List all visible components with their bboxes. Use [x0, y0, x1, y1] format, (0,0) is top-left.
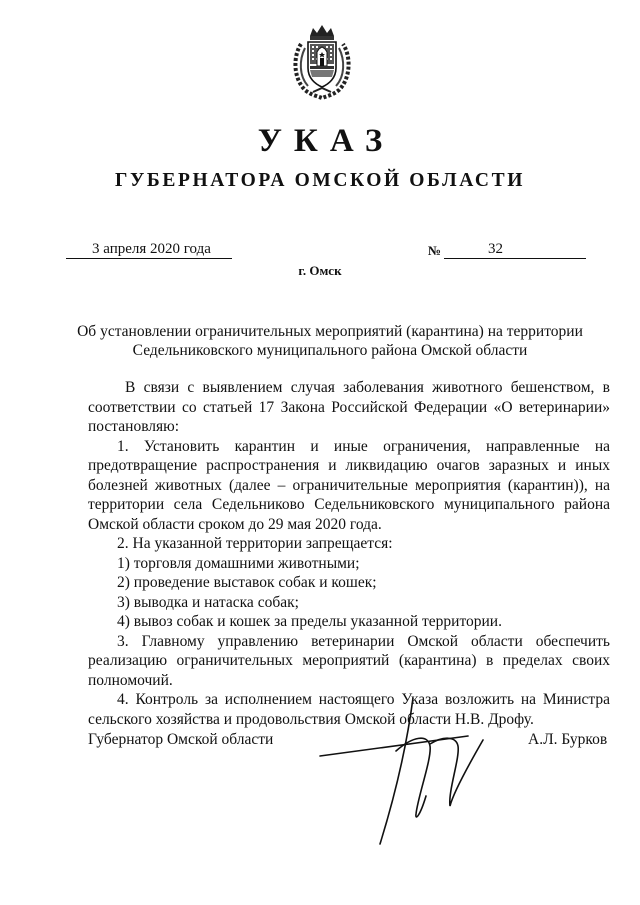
item-1-paragraph: 1. Установить карантин и иные ограничения, направленные на предотвращение распространения и ликвидацию очагов заразных и иных болезней животных (далее – ограничительные мероприятия (карантин)), на территории села Седельниково Седельниковского муниципального района Омской области сроком до 29 мая 2020 года. — [88, 437, 610, 533]
document-issuer: ГУБЕРНАТОРА ОМСКОЙ ОБЛАСТИ — [115, 170, 525, 191]
signatory-name: А.Л. Бурков — [528, 731, 608, 748]
document-title: УКАЗ — [257, 123, 395, 159]
preamble-paragraph: В связи с выявлением случая заболевания животного бешенством, в соответствии со статьей 17 Закона Российской Федерации «О ветеринарии» постановляю: — [88, 379, 610, 435]
signatory-position: Губернатор Омской области — [88, 731, 274, 748]
handwritten-signature — [318, 696, 518, 846]
document-city: г. Омск — [298, 263, 342, 278]
document-number: 32 — [444, 240, 586, 259]
item-2-subitem-1: 1) торговля домашними животными; — [117, 554, 360, 572]
document-date: 3 апреля 2020 года — [66, 240, 232, 259]
item-3-paragraph: 3. Главному управлению ветеринарии Омской области обеспечить реализацию ограничительных мероприятий (карантина) в пределах своих полномочий. — [88, 632, 610, 689]
number-label: № — [428, 243, 442, 258]
item-2-subitem-3: 3) выводка и натаска собак; — [117, 593, 299, 611]
coat-of-arms-emblem — [291, 22, 353, 100]
document-body — [88, 378, 610, 729]
document-subject: Об установлении ограничительных мероприятий (карантина) на территории Седельниковского муниципального района Омской области — [77, 323, 583, 359]
item-2-paragraph: 2. На указанной территории запрещается: — [117, 535, 393, 552]
item-4-paragraph: 4. Контроль за исполнением настоящего Указа возложить на Министра сельского хозяйства и продовольствия Омской области Н.В. Дрофу. — [88, 691, 610, 728]
item-2-subitem-2: 2) проведение выставок собак и кошек; — [117, 574, 377, 591]
item-2-subitem-4: 4) вывоз собак и кошек за пределы указанной территории. — [117, 613, 502, 630]
